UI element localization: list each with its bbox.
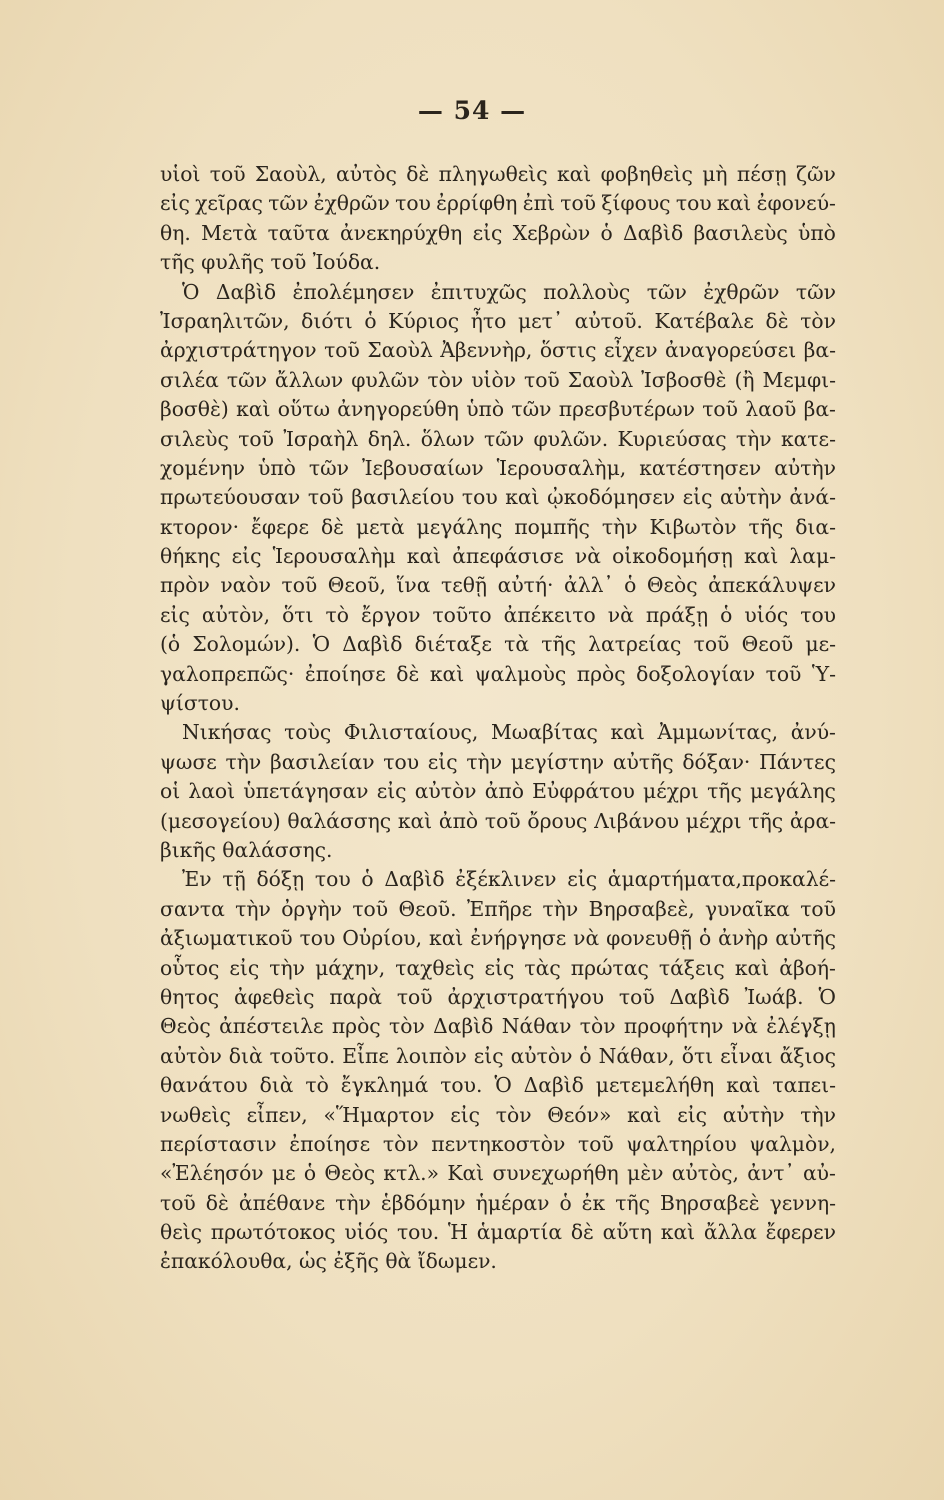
text-line: Νικήσας τοὺς Φιλισταίους, Μωαβίτας καὶ Ἀμμωνίτας, ἀνύ- [182,720,836,745]
text-line: εἰς αὐτὸν, ὅτι τὸ ἔργον τοῦτο ἀπέκειτο νὰ πράξῃ ὁ υἱός του [160,602,836,627]
text-line: τῆς φυλῆς τοῦ Ἰούδα. [160,250,381,275]
text-line: οὗτος εἰς τὴν μάχην, ταχθεὶς εἰς τὰς πρώτας τάξεις καὶ ἀβοή- [160,955,836,980]
text-line: βοσθὲ) καὶ οὕτω ἀνηγορεύθη ὑπὸ τῶν πρεσβυτέρων τοῦ λαοῦ βα- [160,397,836,422]
text-line: Ὁ Δαβὶδ ἐπολέμησεν ἐπιτυχῶς πολλοὺς τῶν ἐχθρῶν τῶν [182,279,836,304]
text-line: πρωτεύουσαν τοῦ βασιλείου του καὶ ᾠκοδόμησεν εἰς αὐτὴν ἀνά- [160,485,836,510]
text-line: βικῆς θαλάσσης. [160,837,333,862]
text-line: χομένην ὑπὸ τῶν Ἰεβουσαίων Ἱερουσαλὴμ, κατέστησεν αὐτὴν [160,455,836,480]
text-line: Ἐν τῇ δόξῃ του ὁ Δαβὶδ ἐξέκλινεν εἰς ἁμαρτήματα,προκαλέ- [182,867,836,892]
text-line: εἰς χεῖρας τῶν ἐχθρῶν του ἐρρίφθη ἐπὶ τοῦ ξίφους του καὶ ἐφονεύ- [160,191,836,216]
text-line: οἱ λαοὶ ὑπετάγησαν εἰς αὐτὸν ἀπὸ Εὐφράτου μέχρι τῆς μεγάλης [160,779,836,804]
text-line: σαντα τὴν ὀργὴν τοῦ Θεοῦ. Ἐπῆρε τὴν Βηρσαβεὲ, γυναῖκα τοῦ [160,896,836,921]
text-line: θη. Μετὰ ταῦτα ἀνεκηρύχθη εἰς Χεβρὼν ὁ Δαβὶδ βασιλεὺς ὑπὸ [160,220,836,245]
text-line: νωθεὶς εἶπεν, «Ἥμαρτον εἰς τὸν Θεόν» καὶ εἰς αὐτὴν τὴν [160,1102,836,1127]
text-line: θανάτου διὰ τὸ ἔγκλημά του. Ὁ Δαβὶδ μετεμελήθη καὶ ταπει- [160,1073,836,1098]
text-line: θητος ἀφεθεὶς παρὰ τοῦ ἀρχιστρατήγου τοῦ Δαβὶδ Ἰωάβ. Ὁ [160,984,836,1009]
text-line: γαλοπρεπῶς· ἐποίησε δὲ καὶ ψαλμοὺς πρὸς δοξολογίαν τοῦ Ὑ- [160,661,836,686]
text-line: κτορον· ἔφερε δὲ μετὰ μεγάλης πομπῆς τὴν Κιβωτὸν τῆς δια- [160,514,836,539]
text-line: θεὶς πρωτότοκος υἱός του. Ἡ ἁμαρτία δὲ αὕτη καὶ ἄλλα ἔφερεν [160,1220,836,1245]
text-line: πρὸν ναὸν τοῦ Θεοῦ, ἵνα τεθῇ αὐτή· ἀλλ᾽ ὁ Θεὸς ἀπεκάλυψεν [160,573,836,598]
text-line: περίστασιν ἐποίησε τὸν πεντηκοστὸν τοῦ ψαλτηρίου ψαλμὸν, [160,1131,836,1156]
page-number: — 54 — [417,96,527,125]
text-line: «Ἐλέησόν με ὁ Θεὸς κτλ.» Καὶ συνεχωρήθη μὲν αὐτὸς, ἀντ᾽ αὐ- [160,1161,836,1186]
text-line: αὐτὸν διὰ τοῦτο. Εἶπε λοιπὸν εἰς αὐτὸν ὁ Νάθαν, ὅτι εἶναι ἄξιος [160,1043,836,1068]
text-line: ψωσε τὴν βασιλείαν του εἰς τὴν μεγίστην αὐτῆς δόξαν· Πάντες [160,749,836,774]
text-line: θήκης εἰς Ἱερουσαλὴμ καὶ ἀπεφάσισε νὰ οἰκοδομήσῃ καὶ λαμ- [160,544,836,569]
body-text [160,160,836,1277]
text-line: Θεὸς ἀπέστειλε πρὸς τὸν Δαβὶδ Νάθαν τὸν προφήτην νὰ ἐλέγξῃ [160,1014,836,1039]
text-line: υἱοὶ τοῦ Σαοὺλ, αὐτὸς δὲ πληγωθεὶς καὶ φοβηθεὶς μὴ πέσῃ ζῶν [160,162,836,186]
text-line: τοῦ δὲ ἀπέθανε τὴν ἑβδόμην ἡμέραν ὁ ἐκ τῆς Βηρσαβεὲ γεννη- [160,1190,836,1215]
text-line: ψίστου. [160,691,240,716]
text-line: (μεσογείου) θαλάσσης καὶ ἀπὸ τοῦ ὄρους Λιβάνου μέχρι τῆς ἀρα- [160,808,836,833]
text-line: ἀξιωματικοῦ του Οὐρίου, καὶ ἐνήργησε νὰ φονευθῇ ὁ ἀνὴρ αὐτῆς [160,926,836,951]
text-line: Ἰσραηλιτῶν, διότι ὁ Κύριος ἦτο μετ᾽ αὐτοῦ. Κατέβαλε δὲ τὸν [160,308,836,333]
text-line: σιλεὺς τοῦ Ἰσραὴλ δηλ. ὅλων τῶν φυλῶν. Κυριεύσας τὴν κατε- [160,426,836,451]
text-line: ἀρχιστράτηγον τοῦ Σαοὺλ Ἀβεννὴρ, ὅστις εἶχεν ἀναγορεύσει βα- [160,338,836,363]
text-line: ἐπακόλουθα, ὡς ἐξῆς θὰ ἴδωμεν. [160,1249,497,1274]
text-line: σιλέα τῶν ἄλλων φυλῶν τὸν υἱὸν τοῦ Σαοὺλ Ἰσβοσθὲ (ἢ Μεμφι- [160,367,836,392]
text-line: (ὁ Σολομών). Ὁ Δαβὶδ διέταξε τὰ τῆς λατρείας τοῦ Θεοῦ με- [160,632,836,657]
